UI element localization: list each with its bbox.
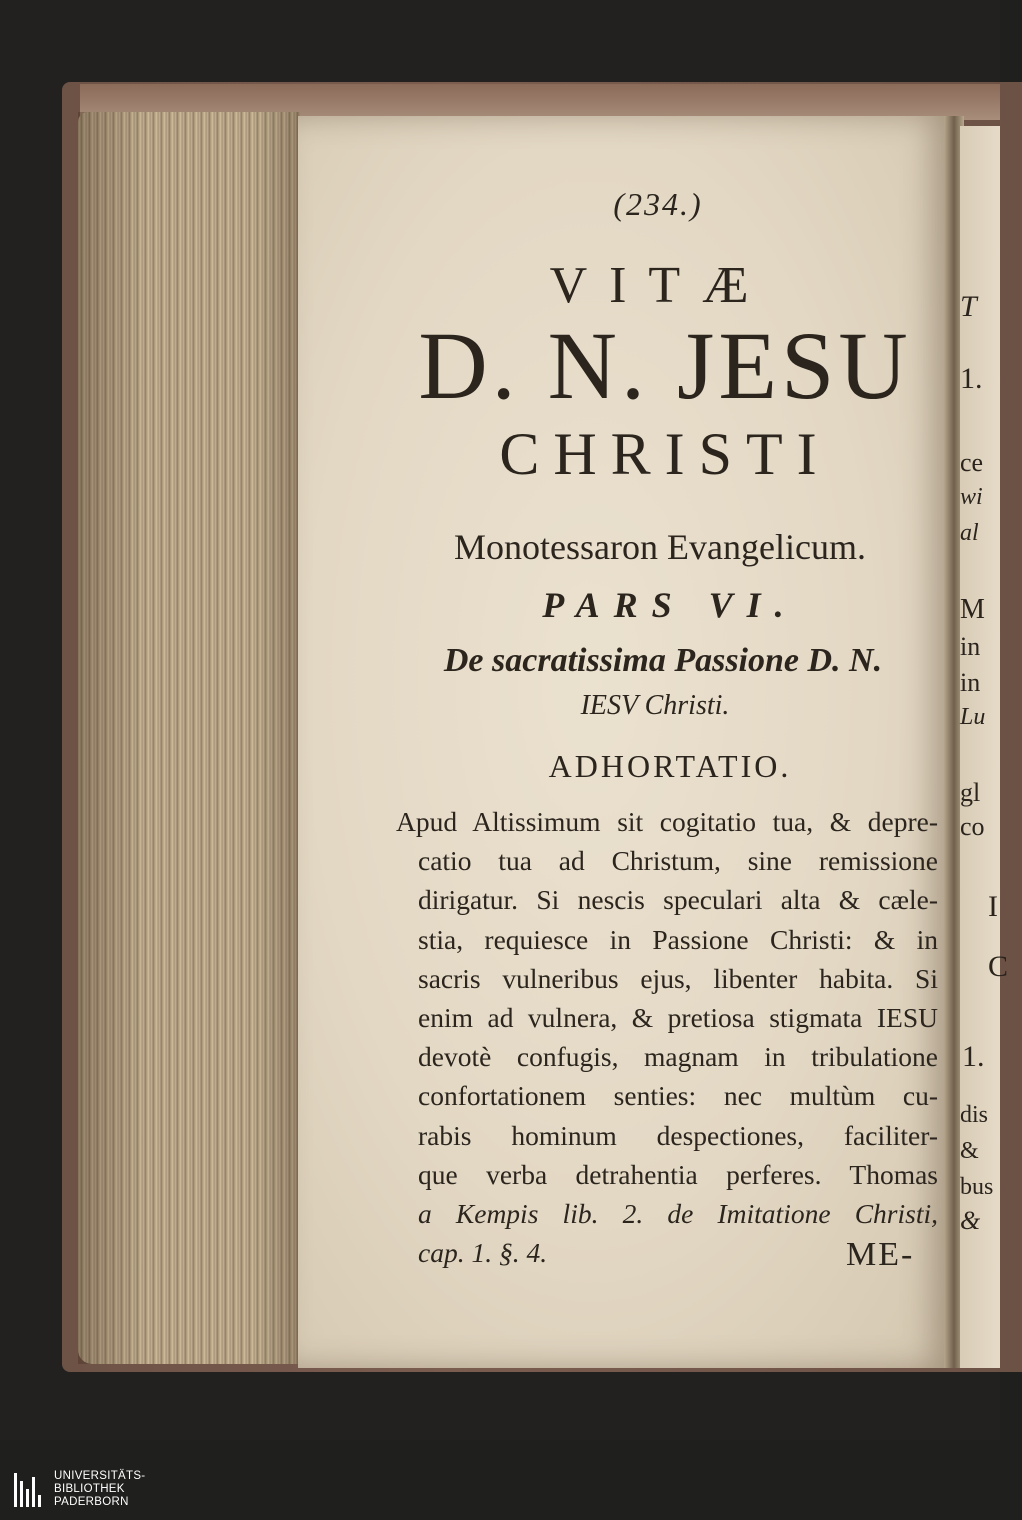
body-line: dirigatur. Si nescis speculari alta & cæle- bbox=[418, 884, 938, 916]
part-description-line-2: IESV Christi. bbox=[580, 690, 730, 721]
facing-fragment: I bbox=[988, 890, 998, 923]
facing-fragment: 1. bbox=[960, 362, 983, 395]
facing-fragment: co bbox=[960, 812, 985, 841]
facing-fragment: al bbox=[960, 520, 979, 546]
page-block-shading bbox=[78, 112, 300, 1364]
library-logo-text bbox=[54, 1470, 145, 1509]
part-label: PARS VI. bbox=[542, 585, 798, 625]
page-number: (234.) bbox=[613, 186, 703, 222]
body-line: sacris vulneribus ejus, libenter habita. Si bbox=[418, 962, 938, 994]
logo-line: BIBLIOTHEK bbox=[54, 1483, 125, 1495]
facing-fragment: & bbox=[960, 1138, 979, 1164]
section-heading: ADHORTATIO. bbox=[548, 748, 792, 784]
title-line-3: CHRISTI bbox=[499, 421, 831, 487]
subtitle: Monotessaron Evangelicum. bbox=[454, 527, 866, 567]
body-line: devotè confugis, magnam in tribulatione bbox=[418, 1041, 938, 1073]
facing-fragment: Lu bbox=[960, 704, 986, 730]
part-description-line-1: De sacratissima Passione D. N. bbox=[443, 642, 883, 679]
body-line: enim ad vulnera, & pretiosa stigmata IESU bbox=[418, 1002, 938, 1034]
body-line: Apud Altissimum sit cogitatio tua, & depre- bbox=[396, 806, 938, 837]
facing-fragment: & bbox=[960, 1206, 981, 1235]
facing-fragment: bus bbox=[960, 1174, 994, 1200]
logo-line: UNIVERSITÄTS- bbox=[54, 1470, 146, 1482]
body-text bbox=[396, 802, 938, 1272]
body-line: stia, requiesce in Passione Christi: & in bbox=[418, 923, 938, 955]
body-line: a Kempis lib. 2. de Imitatione Christi, bbox=[418, 1198, 938, 1230]
facing-fragment: 1. bbox=[962, 1040, 985, 1073]
facing-fragment: in bbox=[960, 632, 981, 661]
body-line: que verba detrahentia perferes. Thomas bbox=[418, 1158, 938, 1190]
facing-fragment: dis bbox=[960, 1102, 989, 1128]
catchword: ME- bbox=[846, 1236, 915, 1273]
facing-fragment: M bbox=[960, 594, 985, 625]
body-line: catio tua ad Christum, sine remissione bbox=[418, 845, 938, 877]
facing-fragment: C bbox=[988, 950, 1009, 983]
facing-fragment: T bbox=[960, 290, 977, 323]
library-logo-icon bbox=[14, 1473, 48, 1507]
body-line: confortationem senties: nec multùm cu- bbox=[418, 1080, 938, 1112]
title-line-2: D. N. JESU bbox=[418, 312, 912, 419]
facing-fragment: wi bbox=[960, 484, 983, 510]
body-line: cap. 1. §. 4. bbox=[418, 1237, 548, 1269]
facing-fragment: ce bbox=[960, 448, 984, 477]
title-line-1: VITÆ bbox=[549, 257, 771, 314]
footer-band bbox=[0, 1440, 1000, 1520]
facing-fragment: in bbox=[960, 668, 981, 697]
logo-line: PADERBORN bbox=[54, 1496, 129, 1508]
facing-fragment: gl bbox=[960, 778, 981, 807]
body-line: rabis hominum despectiones, faciliter- bbox=[418, 1119, 938, 1151]
